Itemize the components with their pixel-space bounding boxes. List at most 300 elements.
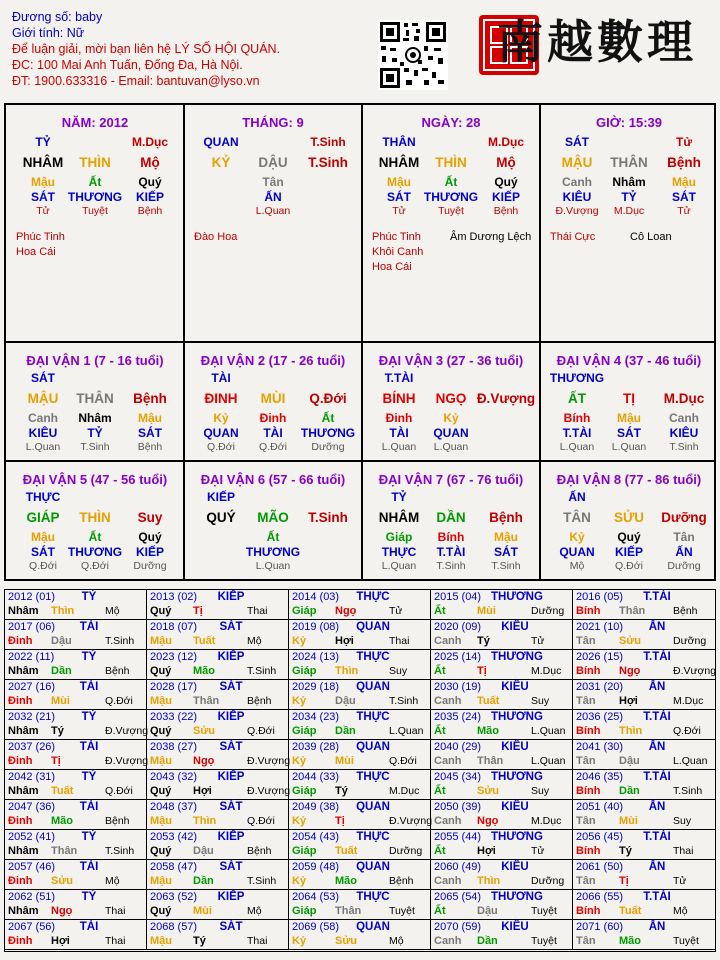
year-stem: Ất — [434, 665, 446, 677]
year-label: 2038 (27) — [150, 741, 198, 753]
hidden-stem-row-item: Quý — [494, 175, 518, 189]
year-stem: Tân — [576, 755, 596, 767]
year-life-stage: Dưỡng — [389, 845, 423, 857]
stem-branch-row-item: T.Sinh — [308, 155, 348, 170]
year-cell — [289, 920, 431, 950]
year-stem: Giáp — [292, 665, 317, 677]
year-branch: Sửu — [193, 725, 216, 737]
life-stage-row-item: L.Quan — [611, 441, 647, 453]
year-life-stage: M.Dục — [531, 815, 562, 827]
pillar-cell — [6, 105, 184, 341]
dai-van-cell — [6, 462, 184, 579]
year-branch: Hợi — [619, 695, 638, 707]
year-cell — [289, 800, 431, 830]
ten-god-row — [6, 426, 184, 441]
special-star: Khôi Canh — [372, 246, 424, 258]
year-ten-god: T.TÀI — [643, 891, 671, 903]
stem-branch-row-item: THÌN — [79, 155, 111, 170]
hidden-star-row-item: TỶ — [391, 490, 407, 504]
year-stem: Kỷ — [292, 875, 307, 887]
pillar-cell — [184, 105, 362, 341]
life-stage-row-item: Mộ — [569, 560, 585, 572]
hidden-stem-row-item: Quý — [138, 175, 162, 189]
year-ten-god: KIÊU — [501, 681, 529, 693]
year-cell — [5, 740, 147, 770]
hidden-stem-row-item: Nhâm — [78, 411, 112, 425]
year-stem: Nhâm — [8, 605, 39, 617]
year-label: 2031 (20) — [576, 681, 624, 693]
hidden-stem-row-item: Giáp — [385, 530, 413, 544]
year-life-stage: Suy — [531, 785, 550, 797]
stem-branch-row-item: TÂN — [563, 510, 591, 525]
year-life-stage: Thai — [247, 605, 268, 617]
year-stem: Bính — [576, 785, 601, 797]
life-stage-row-item: Tuyệt — [438, 205, 464, 217]
stem-branch-row-item: QUÝ — [206, 510, 236, 525]
year-ten-god: KIẾP — [217, 771, 245, 783]
year-branch: Ngọ — [619, 665, 641, 677]
hidden-stem-row-item: Tân — [673, 530, 695, 544]
hidden-stem-row-item: Mậu — [387, 175, 411, 189]
ten-god-row — [362, 190, 540, 205]
year-stem: Mậu — [150, 695, 172, 707]
year-branch: Thân — [51, 845, 78, 857]
qr-code-icon[interactable] — [378, 20, 448, 90]
year-ten-god: QUAN — [356, 681, 390, 693]
year-label: 2052 (41) — [8, 831, 56, 843]
ten-god-row — [184, 190, 362, 205]
hidden-stem-row-item: Mậu — [31, 175, 55, 189]
hidden-stem-row-item: Bính — [437, 530, 465, 544]
stem-branch-row — [362, 391, 540, 406]
year-label: 2016 (05) — [576, 591, 624, 603]
hidden-stem-row — [362, 411, 540, 426]
year-ten-god: THỰC — [356, 831, 390, 843]
stem-branch-row-item: M.Dục — [663, 391, 705, 406]
year-ten-god: ẤN — [648, 921, 666, 933]
year-label: 2043 (32) — [150, 771, 198, 783]
year-label: 2032 (21) — [8, 711, 56, 723]
year-life-stage: Q.Đới — [247, 815, 275, 827]
year-stem: Đinh — [8, 815, 33, 827]
year-life-stage: Tuyệt — [531, 905, 557, 917]
stem-branch-row-item: Bệnh — [489, 510, 523, 525]
stem-branch-row-item: Mộ — [140, 155, 160, 170]
year-label: 2013 (02) — [150, 591, 198, 603]
year-label: 2040 (29) — [434, 741, 482, 753]
year-ten-god: KIẾP — [217, 891, 245, 903]
year-label: 2015 (04) — [434, 591, 482, 603]
year-cell — [289, 890, 431, 920]
special-star: Cô Loan — [630, 231, 672, 243]
hidden-stem-row — [184, 530, 362, 545]
hidden-star-row — [6, 490, 184, 505]
year-life-stage: T.Sinh — [247, 665, 277, 677]
life-stage-row — [362, 205, 540, 220]
year-label: 2065 (54) — [434, 891, 482, 903]
year-cell — [147, 890, 289, 920]
hidden-star-row-item: QUAN — [203, 135, 239, 149]
year-stem: Quý — [150, 665, 172, 677]
year-life-stage: Đ.Vượng — [247, 785, 291, 797]
year-stem: Canh — [434, 755, 462, 767]
year-stem: Đinh — [8, 935, 33, 947]
year-ten-god: THỰC — [356, 771, 390, 783]
year-branch: Tuất — [335, 845, 358, 857]
year-stem: Tân — [576, 875, 596, 887]
year-cell — [431, 620, 573, 650]
year-label: 2017 (06) — [8, 621, 56, 633]
year-cell — [431, 800, 573, 830]
year-branch: Thân — [477, 755, 504, 767]
year-label: 2071 (60) — [576, 921, 624, 933]
special-star: Hoa Cái — [16, 246, 56, 258]
year-life-stage: Q.Đới — [247, 725, 275, 737]
year-life-stage: Bệnh — [105, 815, 130, 827]
year-ten-god: TÀI — [79, 801, 99, 813]
year-life-stage: Mộ — [389, 935, 404, 947]
year-ten-god: QUAN — [356, 801, 390, 813]
year-ten-god: SÁT — [219, 921, 243, 933]
year-label: 2024 (13) — [292, 651, 340, 663]
pillar-title: GIỜ: 15:39 — [595, 115, 662, 130]
year-cell — [5, 770, 147, 800]
stem-branch-row-item: DẦN — [436, 510, 466, 525]
hidden-stem-row-item: Tân — [262, 175, 284, 189]
year-life-stage: Tử — [389, 605, 403, 617]
ten-god-row — [362, 545, 540, 560]
ten-god-row-item: SÁT — [387, 190, 411, 204]
year-branch: Dậu — [335, 695, 356, 707]
year-branch: Thân — [193, 695, 220, 707]
life-stage-row-item: T.Sinh — [436, 560, 466, 572]
year-branch: Mão — [193, 665, 215, 677]
hidden-stem-row-item: Kỷ — [443, 411, 459, 425]
hidden-star-row-item: THỰC — [25, 490, 61, 504]
year-label: 2060 (49) — [434, 861, 482, 873]
year-stem: Ất — [434, 785, 446, 797]
year-cell — [289, 650, 431, 680]
year-label: 2066 (55) — [576, 891, 624, 903]
year-ten-god: T.TÀI — [643, 651, 671, 663]
dai-van-cell — [362, 462, 540, 579]
life-stage-row-item: L.Quan — [381, 441, 417, 453]
life-stage-row-item: L.Quan — [255, 205, 291, 217]
year-stem: Giáp — [292, 845, 317, 857]
year-cell — [573, 920, 715, 950]
dai-van-cell — [362, 343, 540, 460]
stem-branch-row — [362, 510, 540, 525]
year-cell — [573, 740, 715, 770]
special-star: Thái Cực — [550, 231, 596, 243]
stem-branch-row-item: THÂN — [610, 155, 648, 170]
year-label: 2014 (03) — [292, 591, 340, 603]
life-stage-row-item: Q.Đới — [29, 560, 57, 572]
year-label: 2046 (35) — [576, 771, 624, 783]
year-cell — [289, 770, 431, 800]
life-stage-row-item: T.Sinh — [80, 441, 110, 453]
year-life-stage: L.Quan — [389, 725, 424, 737]
year-label: 2023 (12) — [150, 651, 198, 663]
year-ten-god: THỰC — [356, 651, 390, 663]
life-stage-row-item: Q.Đới — [81, 560, 109, 572]
hidden-stem-row-item: Quý — [617, 530, 641, 544]
year-life-stage: Q.Đới — [673, 725, 701, 737]
year-stem: Đinh — [8, 755, 33, 767]
year-ten-god: THƯƠNG — [491, 711, 543, 723]
year-life-stage: Dưỡng — [673, 635, 707, 647]
stem-branch-row-item: NGỌ — [435, 391, 467, 406]
year-ten-god: QUAN — [356, 921, 390, 933]
year-cell — [289, 710, 431, 740]
year-stem: Đinh — [8, 875, 33, 887]
hidden-stem-row-item: Ất — [444, 175, 458, 189]
year-branch: Tị — [619, 875, 629, 887]
year-ten-god: THƯƠNG — [491, 591, 543, 603]
year-ten-god: TỶ — [81, 891, 97, 903]
year-stem: Canh — [434, 815, 462, 827]
owner-name: Đương số: baby — [12, 10, 103, 24]
life-stage-row-item: L.Quan — [25, 441, 61, 453]
life-stage-row-item: Q.Đới — [259, 441, 287, 453]
ten-god-row-item: ẤN — [675, 545, 693, 559]
life-stage-row-item: Tử — [677, 205, 691, 217]
year-ten-god: SÁT — [219, 861, 243, 873]
year-life-stage: Bệnh — [389, 875, 414, 887]
ten-god-row-item: KIẾP — [135, 190, 164, 204]
year-label: 2033 (22) — [150, 711, 198, 723]
contact-line: Để luận giải, mời bạn liên hệ LÝ SỐ HỘI QUÁN. — [12, 42, 281, 56]
year-branch: Tị — [477, 665, 487, 677]
life-stage-row-item: Q.Đới — [207, 441, 235, 453]
year-branch: Dậu — [51, 635, 72, 647]
year-life-stage: Thai — [389, 635, 410, 647]
year-cell — [431, 860, 573, 890]
year-label: 2055 (44) — [434, 831, 482, 843]
hidden-star-row — [6, 135, 184, 150]
year-life-stage: Tuyệt — [389, 905, 415, 917]
year-cell — [573, 890, 715, 920]
life-stage-row-item: L.Quan — [255, 560, 291, 572]
life-stage-row-item: L.Quan — [559, 441, 595, 453]
year-label: 2036 (25) — [576, 711, 624, 723]
year-stem: Canh — [434, 695, 462, 707]
year-branch: Mùi — [193, 905, 212, 917]
stem-branch-row — [540, 155, 718, 170]
year-life-stage: Suy — [389, 665, 408, 677]
dai-van-title: ĐẠI VẬN 3 (27 - 36 tuổi) — [378, 353, 524, 368]
year-branch: Ngọ — [335, 605, 357, 617]
hidden-star-row — [184, 135, 362, 150]
year-label: 2019 (08) — [292, 621, 340, 633]
year-cell — [147, 710, 289, 740]
year-cell — [289, 620, 431, 650]
stem-branch-row-item: GIÁP — [26, 510, 60, 525]
dai-van-title: ĐẠI VẬN 8 (77 - 86 tuổi) — [556, 472, 702, 487]
dai-van-cell — [184, 343, 362, 460]
life-stage-row-item: Bệnh — [137, 205, 163, 217]
ten-god-row-item: QUAN — [559, 545, 595, 559]
year-label: 2025 (14) — [434, 651, 482, 663]
year-cell — [431, 890, 573, 920]
year-branch: Tý — [193, 935, 206, 947]
year-stem: Bính — [576, 725, 601, 737]
year-label: 2061 (50) — [576, 861, 624, 873]
year-stem: Nhâm — [8, 725, 39, 737]
stem-branch-row-item: MẬU — [561, 155, 593, 170]
hidden-stem-row — [540, 530, 718, 545]
stem-branch-row-item: MÙI — [260, 391, 286, 406]
hidden-stem-row-item: Ất — [88, 175, 102, 189]
year-stem: Ất — [434, 725, 446, 737]
hidden-star-row — [184, 371, 362, 386]
year-cell — [289, 590, 431, 620]
year-label: 2034 (23) — [292, 711, 340, 723]
special-star: Âm Dương Lệch — [450, 231, 532, 243]
ten-god-row-item: THƯƠNG — [423, 190, 479, 204]
year-ten-god: ẤN — [648, 621, 666, 633]
year-life-stage: T.Sinh — [389, 695, 419, 707]
year-ten-god: TÀI — [79, 741, 99, 753]
hidden-stem-row-item: Nhâm — [612, 175, 646, 189]
year-life-stage: Dưỡng — [531, 875, 565, 887]
year-cell — [431, 740, 573, 770]
hidden-stem-row-item: Canh — [562, 175, 592, 189]
year-ten-god: TÀI — [79, 861, 99, 873]
ten-god-row — [6, 545, 184, 560]
year-cell — [431, 650, 573, 680]
year-label: 2030 (19) — [434, 681, 482, 693]
year-stem: Kỷ — [292, 635, 307, 647]
year-branch: Thìn — [51, 605, 75, 617]
ten-god-row-item: T.TÀI — [436, 545, 466, 559]
hidden-stem-row — [184, 411, 362, 426]
life-stage-row-item: Bệnh — [137, 441, 163, 453]
life-stage-row-item: Bệnh — [493, 205, 519, 217]
year-cell — [573, 590, 715, 620]
year-branch: Dậu — [193, 845, 214, 857]
year-life-stage: T.Sinh — [105, 635, 135, 647]
year-label: 2048 (37) — [150, 801, 198, 813]
life-stage-row — [6, 560, 184, 575]
year-label: 2039 (28) — [292, 741, 340, 753]
year-label: 2045 (34) — [434, 771, 482, 783]
year-life-stage: Đ.Vượng — [389, 815, 433, 827]
year-cell — [431, 680, 573, 710]
year-ten-god: T.TÀI — [643, 771, 671, 783]
ten-god-row — [362, 426, 540, 441]
year-ten-god: SÁT — [219, 621, 243, 633]
calligraphy-logo: 南越數理 — [497, 15, 697, 69]
year-life-stage: Dưỡng — [531, 605, 565, 617]
year-life-stage: Tuyệt — [673, 935, 699, 947]
year-cell — [5, 890, 147, 920]
stem-branch-row — [362, 155, 540, 170]
life-stage-row — [362, 441, 540, 456]
hidden-star-row-item: T.Sinh — [310, 135, 346, 149]
hidden-stem-row-item: Mậu — [494, 530, 518, 544]
year-branch: Tý — [335, 785, 348, 797]
year-label: 2062 (51) — [8, 891, 56, 903]
year-cell — [5, 830, 147, 860]
year-life-stage: Mộ — [673, 905, 688, 917]
year-label: 2018 (07) — [150, 621, 198, 633]
year-stem: Mậu — [150, 935, 172, 947]
year-cell — [573, 860, 715, 890]
year-stem: Mậu — [150, 815, 172, 827]
life-stage-row-item: L.Quan — [433, 441, 469, 453]
year-ten-god: TỶ — [81, 771, 97, 783]
year-ten-god: T.TÀI — [643, 591, 671, 603]
hidden-star-row — [362, 490, 540, 505]
year-stem: Đinh — [8, 695, 33, 707]
life-stage-row — [6, 205, 184, 220]
ten-god-row-item: KIẾP — [491, 190, 520, 204]
year-cell — [5, 650, 147, 680]
year-ten-god: T.TÀI — [643, 711, 671, 723]
year-ten-god: TỶ — [81, 591, 97, 603]
year-ten-god: TỶ — [81, 831, 97, 843]
year-ten-god: SÁT — [219, 801, 243, 813]
stem-branch-row-item: MẬU — [27, 391, 59, 406]
hidden-stem-row-item: Mậu — [617, 411, 641, 425]
ten-god-row — [540, 426, 718, 441]
stem-branch-row — [6, 391, 184, 406]
year-branch: Hợi — [477, 845, 496, 857]
year-life-stage: Suy — [531, 695, 550, 707]
year-ten-god: TỶ — [81, 651, 97, 663]
stem-branch-row — [184, 155, 362, 170]
year-stem: Nhâm — [8, 785, 39, 797]
year-branch: Thìn — [193, 815, 217, 827]
year-cell — [289, 740, 431, 770]
year-life-stage: Tử — [531, 845, 545, 857]
year-life-stage: Q.Đới — [105, 695, 133, 707]
year-stem: Quý — [150, 785, 172, 797]
year-cell — [5, 860, 147, 890]
year-ten-god: THƯƠNG — [491, 831, 543, 843]
dai-van-title: ĐẠI VẬN 4 (37 - 46 tuổi) — [556, 353, 702, 368]
year-life-stage: Đ.Vượng — [105, 725, 149, 737]
year-branch: Tý — [619, 845, 632, 857]
year-label: 2047 (36) — [8, 801, 56, 813]
ten-god-row-item: ẤN — [264, 190, 282, 204]
year-branch: Mùi — [51, 695, 70, 707]
year-cell — [147, 830, 289, 860]
year-label: 2058 (47) — [150, 861, 198, 873]
life-stage-row — [184, 441, 362, 456]
pillars-table — [4, 103, 716, 581]
year-stem: Nhâm — [8, 665, 39, 677]
year-ten-god: SÁT — [219, 741, 243, 753]
ten-god-row-item: T.TÀI — [562, 426, 592, 440]
year-label: 2053 (42) — [150, 831, 198, 843]
year-cell — [147, 620, 289, 650]
year-life-stage: Đ.Vượng — [247, 755, 291, 767]
hidden-star-row-item: ẤN — [568, 490, 586, 504]
year-branch: Mão — [619, 935, 641, 947]
year-branch: Tý — [51, 725, 64, 737]
year-branch: Dần — [193, 875, 214, 887]
year-life-stage: Tử — [531, 635, 545, 647]
year-life-stage: M.Dục — [531, 665, 562, 677]
year-life-stage: Mộ — [247, 635, 262, 647]
life-stage-row-item: Dưỡng — [133, 560, 167, 572]
year-branch: Hợi — [51, 935, 70, 947]
year-ten-god: THỰC — [356, 711, 390, 723]
stem-branch-row-item: NHÂM — [378, 510, 420, 525]
stem-branch-row-item: KỶ — [211, 155, 231, 170]
